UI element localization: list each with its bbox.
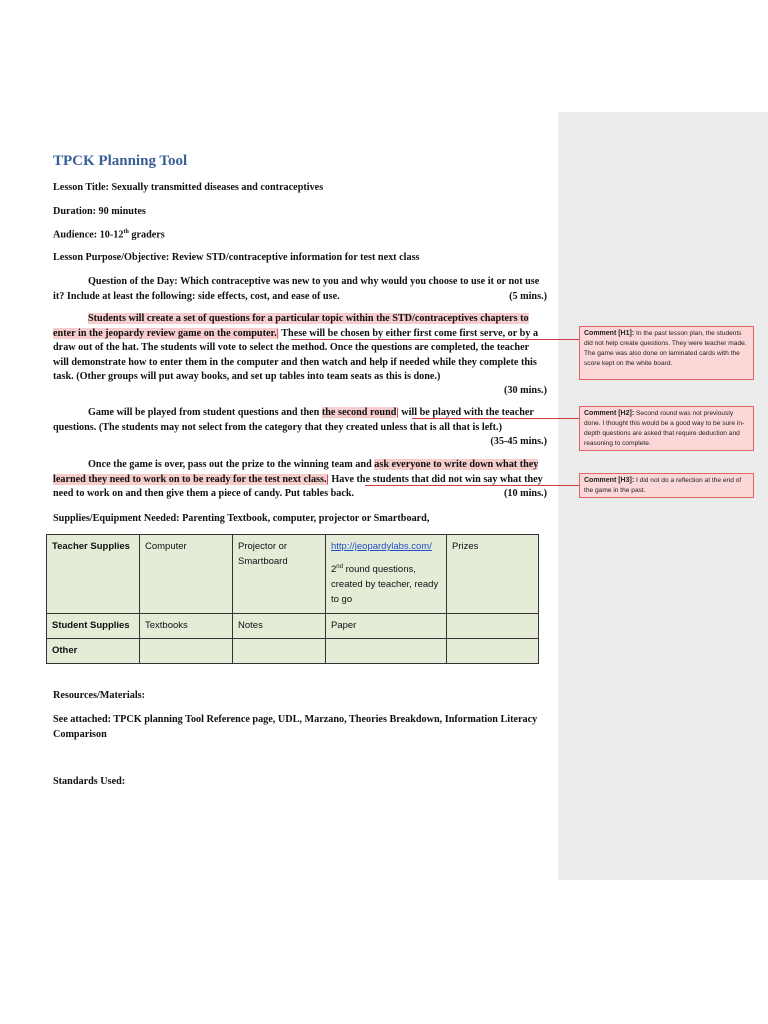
duration: Duration: 90 minutes [53,206,146,217]
supplies-heading: Supplies/Equipment Needed: Parenting Textbook, computer, projector or Smartboard, [53,513,430,524]
highlight-h1[interactable]: Students will create a set of questions for a particular topic within the STD/contraceptives chapters to enter in the jeopardy review game on the computer. [53,313,529,339]
supplies-table [46,534,539,664]
table-cell [447,614,539,639]
comment-connector [365,485,579,486]
table-cell: Computer [140,535,233,614]
table-cell: Projector or Smartboard [233,535,326,614]
highlight-h2[interactable]: the second round [321,407,397,418]
lesson-title: Lesson Title: Sexually transmitted diseases and contraceptives [53,182,324,193]
other-label: Other [47,639,140,664]
comment-connector [412,418,579,419]
table-cell [140,639,233,664]
highlight-h3[interactable]: ask everyone to write down what they learned they need to work on to be ready for the test next class. [53,459,539,485]
table-cell [326,639,447,664]
jeopardylabs-link[interactable]: http://jeopardylabs.com/ [331,541,432,552]
game-over-paragraph: Once the game is over, pass out the prize to the winning team and ask everyone to write down what they learned they need to work on to be ready for the test next class.| Have the students that did not win say what they need to work on and then give them a piece of candy. Put tables back. (10 mins.) [53,458,547,502]
table-cell: http://jeopardylabs.com/ 2nd round questions, created by teacher, ready to go [326,535,447,614]
question-of-day-paragraph: Question of the Day: Which contraceptive was new to you and why would you choose to use it or not use it? Include at least the following: side effects, cost, and ease of use. (5 mins.) [53,275,547,307]
see-attached: See attached: TPCK planning Tool Reference page, UDL, Marzano, Theories Breakdown, Information Literacy Comparison [53,714,538,740]
table-cell: Textbooks [140,614,233,639]
student-supplies-label: Student Supplies [47,614,140,639]
lesson-purpose: Lesson Purpose/Objective: Review STD/contraceptive information for test next class [53,252,420,263]
table-row [47,614,539,639]
document-title: TPCK Planning Tool [53,153,188,169]
table-cell: Notes [233,614,326,639]
table-row [47,535,539,614]
teacher-supplies-label: Teacher Supplies [47,535,140,614]
game-play-paragraph: Game will be played from student questions and then the second round| will be played with the teacher questions. (The students may not select from the category that they created unless that is all that is left.) (35-45 mins.) [53,406,547,450]
table-cell [447,639,539,664]
audience: Audience: 10-12th graders [53,229,165,241]
create-questions-paragraph: Students will create a set of questions for a particular topic within the STD/contraceptives chapters to enter in the jeopardy review game on the computer.| These will be chosen by either first come first serve, or by a draw out of the hat. The students will vote to select the method. Once the questions are completed, the teacher will demonstrate how to enter them in the computer and then watch and help if needed while they complete this task. (Other groups will put away books, and set up tables into team seats as this is done.) (30 mins.) [53,312,547,396]
table-row [47,639,539,664]
comment-h1[interactable]: Comment [H1]: In the past lesson plan, the students did not help create questions. They were teacher made. The game was also done on laminated cards with the score kept on the white board. [579,326,754,380]
comment-h3[interactable]: Comment [H3]: I did not do a reflection at the end of the game in the past. [579,473,754,498]
table-cell: Prizes [447,535,539,614]
p2-time: (30 mins.) [503,385,547,396]
table-cell [233,639,326,664]
standards-heading: Standards Used: [53,776,126,787]
table-cell: Paper [326,614,447,639]
resources-heading: Resources/Materials: [53,690,146,701]
comment-connector [291,339,579,340]
comment-h2[interactable]: Comment [H2]: Second round was not previously done. I thought this would be a good way to be sure in-depth questions are asked that require deduction and reasoning to complete. [579,406,754,451]
p3-time: (35-45 mins.) [490,436,547,447]
p4-time: (10 mins.) [503,488,547,499]
p1-time: (5 mins.) [509,291,547,302]
